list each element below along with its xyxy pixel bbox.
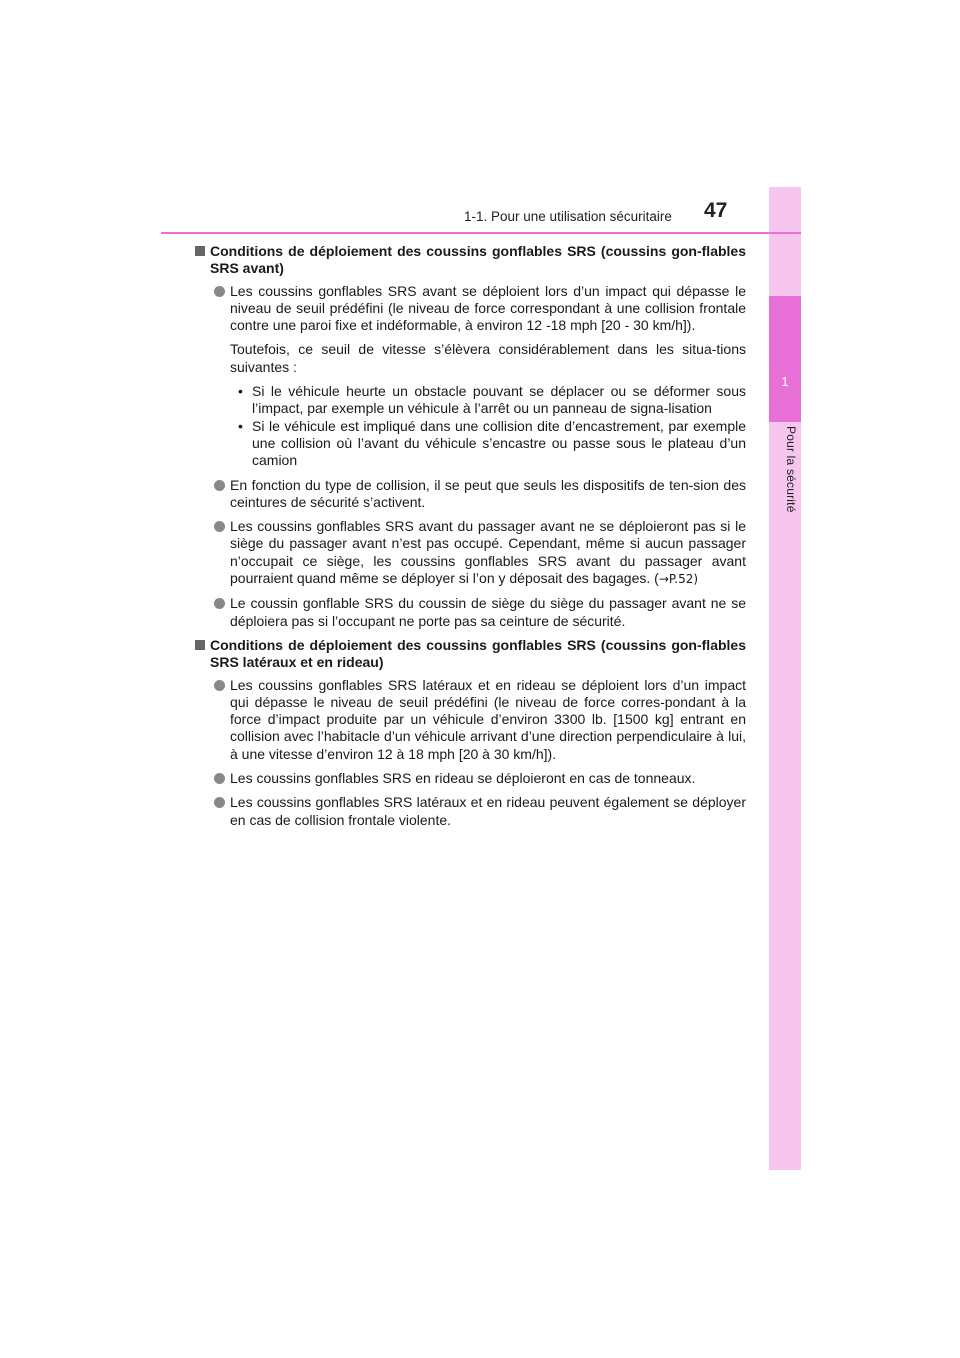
bullet-item: Les coussins gonflables SRS avant du passager avant ne se déploieront pas si le siège du passager avant n’est pas occupé. Cependant, même si aucun passager n’occupait ce siège, les coussins gonflables SRS avant du passager avant pourraient quand même se déployer si l’on y déposait des bagages. (→P.52) <box>210 518 746 588</box>
circle-bullet-icon <box>214 480 225 491</box>
dot-marker: • <box>238 383 243 400</box>
square-bullet-icon <box>195 640 205 650</box>
chapter-number: 1 <box>781 374 789 389</box>
bullet-item: Les coussins gonflables SRS latéraux et en rideau peuvent également se déployer en cas de collision frontale violente. <box>210 794 746 829</box>
page-reference-link[interactable]: →P.52) <box>658 572 699 587</box>
bullet-item: Les coussins gonflables SRS avant se déploient lors d’un impact qui dépasse le niveau de seuil prédéfini (le niveau de force correspondant à une collision frontale contre une paroi fixe et indéformable, à environ 12 -18 mph [20 - 30 km/h]). <box>210 283 746 335</box>
sub-list-item: • Si le véhicule est impliqué dans une collision dite d’encastrement, par exemple une collision où l’avant du véhicule s’encastre ou passe sous le plateau d’un camion <box>238 417 746 469</box>
dot-marker: • <box>238 417 243 434</box>
square-bullet-icon <box>195 246 205 256</box>
bullet-item: Le coussin gonflable SRS du coussin de siège du siège du passager avant ne se déploiera pas si l’occupant ne porte pas sa ceinture de sécurité. <box>210 595 746 630</box>
section-heading: Conditions de déploiement des coussins gonflables SRS (coussins gon-flables SRS avant) <box>210 243 746 278</box>
page-content <box>210 243 746 836</box>
section-heading: Conditions de déploiement des coussins gonflables SRS (coussins gon-flables SRS latéraux et en rideau) <box>210 637 746 672</box>
header-rule <box>161 232 801 234</box>
bullet-item: En fonction du type de collision, il se peut que seuls les dispositifs de ten-sion des ceintures de sécurité s’activent. <box>210 477 746 512</box>
circle-bullet-icon <box>214 680 225 691</box>
circle-bullet-icon <box>214 521 225 532</box>
circle-bullet-icon <box>214 773 225 784</box>
circle-bullet-icon <box>214 797 225 808</box>
bullet-item: Les coussins gonflables SRS latéraux et en rideau se déploient lors d’un impact qui dépasse le niveau de seuil prédéfini (le niveau de force corres-pondant à la force d’impact produite par un véhicule d’environ 3300 lb. [1500 kg] entrant en collision avec l’habitacle d’un véhicule arrivant d’une direction perpendiculaire à lui, à une vitesse d’environ 12 à 18 mph [20 à 30 km/h]). <box>210 677 746 763</box>
page-number: 47 <box>704 199 728 222</box>
circle-bullet-icon <box>214 286 225 297</box>
circle-bullet-icon <box>214 598 225 609</box>
section-title: 1-1. Pour une utilisation sécuritaire <box>464 209 672 224</box>
chapter-label: Pour la sécurité <box>784 426 798 513</box>
paragraph: Toutefois, ce seuil de vitesse s’élèvera considérablement dans les situa-tions suivantes : <box>230 341 746 375</box>
bullet-item: Les coussins gonflables SRS en rideau se déploieront en cas de tonneaux. <box>210 770 746 787</box>
chapter-tab-active <box>769 296 801 422</box>
sub-list-item: • Si le véhicule heurte un obstacle pouvant se déplacer ou se déformer sous l’impact, par exemple un véhicule à l’arrêt ou un panneau de signa-lisation <box>238 383 746 417</box>
sub-list <box>210 383 746 469</box>
